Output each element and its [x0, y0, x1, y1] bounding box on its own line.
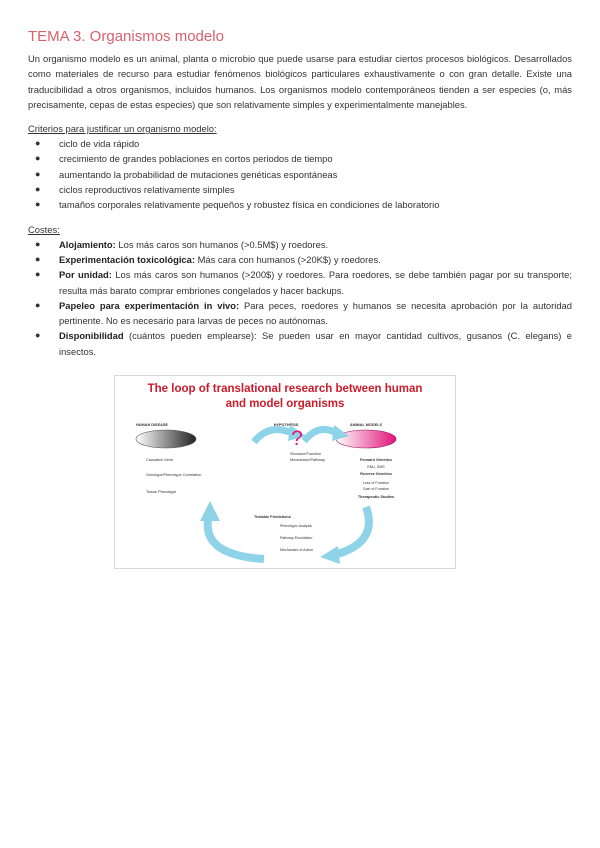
bullet-icon: ●: [35, 269, 41, 280]
list-item: ● ciclo de vida rápido: [28, 136, 572, 151]
testable-predictions-label: Testable Predictions: [254, 515, 291, 519]
list-item: ● Papeleo para experimentación in vivo: Para peces, roedores y humanos se necesita aprobación por la autoridad pertinente. No es necesario para larvas de peces no autónomas.: [35, 299, 572, 327]
page-title: TEMA 3. Organismos modelo: [28, 28, 224, 45]
animal-models-shape: [336, 430, 396, 448]
list-item: ● Alojamiento: Los más caros son humanos (>0.5M$) y roedores.: [28, 237, 572, 252]
criteria-list: [28, 136, 572, 212]
hypothesis-label: HYPOTHESIS: [273, 423, 299, 427]
hypothesis-item: Structure/Function: [290, 452, 322, 456]
costs-heading: Costes:: [28, 223, 60, 235]
intro-paragraph: Un organismo modelo es un animal, planta o microbio que puede usarse para estudiar ciertos procesos biológicos. Desarrollados como materiales de recurso para estudiar fenómenos biológicos particulares exhaustivamente o con gran detalle. Existe una traducibilidad a otros organismos, incluidos humanos. Los organismos modelo contemporáneos tienden a ser especies (o, más precisamente, cepas de estas especies) que son relativamente simples y experimentalmente manejables.: [28, 53, 572, 110]
prediction-item: Phenotypic Analysis: [280, 524, 312, 528]
question-mark: ?: [291, 427, 303, 450]
bullet-icon: ●: [35, 330, 41, 341]
list-item: ● Por unidad: Los más caros son humanos (>200$) y roedores. Para roedores, se debe también pagar por su transporte; resulta más barato comprar embriones congelados y hacer backups.: [35, 269, 572, 296]
forward-genetics-sub: ENU, SMS: [367, 465, 385, 469]
costs-list: [28, 237, 572, 359]
human-disease-label: HUMAN DISEASE: [136, 423, 168, 427]
prediction-item: Pathway Elucidation: [280, 536, 313, 540]
human-disease-shape: [136, 430, 196, 448]
figure-title-line2: and model organisms: [225, 398, 345, 410]
list-item: ● tamaños corporales relativamente pequeños y robustez física en condiciones de laboratorio: [28, 197, 572, 212]
animal-models-label: ANIMAL MODELS: [350, 423, 382, 427]
criteria-heading: Criterios para justificar un organismo modelo:: [28, 123, 217, 135]
list-item: ● Experimentación toxicológica: Más cara con humanos (>20K$) y roedores.: [28, 252, 572, 267]
prediction-item: Mechanism of Action: [280, 548, 314, 552]
bullet-icon: ●: [35, 299, 41, 310]
human-item: Causative Gene: [146, 458, 174, 462]
reverse-genetics-label: Reverse Genetics: [360, 472, 392, 476]
figure-title-line1: The loop of translational research between human: [147, 383, 423, 395]
bullet-icon: ●: [35, 153, 41, 164]
therapeutic-studies-label: Therapeutic Studies: [357, 495, 395, 499]
bullet-icon: ●: [35, 138, 41, 149]
human-item: Genotype/Phenotype Correlation: [146, 473, 202, 477]
translational-loop-figure: [114, 375, 456, 569]
reverse-genetics-sub1: Loss of Function: [362, 481, 390, 485]
bullet-icon: ●: [35, 168, 41, 179]
list-item: ● ciclos reproductivos relativamente simples: [28, 182, 572, 197]
hypothesis-item: Mechanism/Pathway: [290, 458, 326, 462]
list-item: ● crecimiento de grandes poblaciones en cortos periodos de tiempo: [28, 151, 572, 166]
bullet-icon: ●: [35, 238, 41, 249]
bullet-icon: ●: [35, 199, 41, 210]
bullet-icon: ●: [35, 184, 41, 195]
human-item: Tissue Phenotype: [146, 490, 177, 494]
list-item: ● Disponibilidad (cuántos pueden emplearse): Se pueden usar en mayor cantidad cultivos, gusanos (C. elegans) e insectos.: [35, 330, 572, 357]
document-page: [28, 28, 572, 359]
reverse-genetics-sub2: Gain of Function: [362, 487, 390, 491]
bullet-icon: ●: [35, 253, 41, 264]
forward-genetics-label: Forward Genetics: [359, 458, 393, 462]
list-item: ● aumentando la probabilidad de mutaciones genéticas espontáneas: [28, 167, 572, 182]
